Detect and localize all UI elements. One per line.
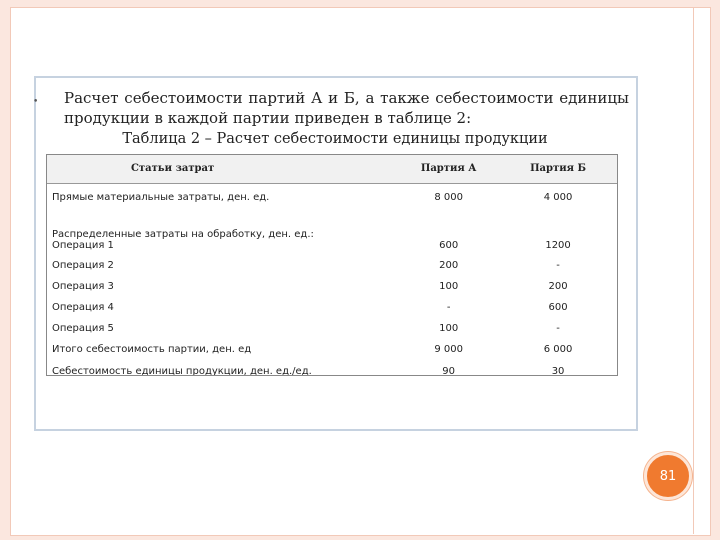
- row-value-b: 600: [548, 301, 568, 313]
- table-row: [46, 360, 618, 384]
- table-row: [46, 297, 618, 318]
- header-batch-b: Партия Б: [530, 162, 587, 174]
- row-value-a: -: [446, 301, 451, 313]
- row-value-b: -: [556, 322, 560, 334]
- row-value-a: 8 000: [434, 192, 463, 203]
- page-number-badge: 81: [644, 452, 692, 500]
- slide-right-strip: [693, 7, 710, 534]
- row-value-b: 200: [548, 280, 568, 292]
- row-label: [46, 212, 399, 255]
- row-value-a: 9 000: [434, 343, 463, 355]
- row-label: Прямые материальные затраты, ден. ед.: [52, 192, 270, 203]
- row-label: Операция 2: [52, 259, 114, 271]
- bullet-point: •: [33, 97, 39, 107]
- row-label-line2: Операция 1: [52, 239, 114, 251]
- table-caption: Таблица 2 – Расчет себестоимости единицы продукции: [122, 131, 548, 147]
- row-value-a: 200: [439, 259, 459, 271]
- row-label: Операция 5: [52, 322, 114, 334]
- row-value-a: 90: [442, 366, 456, 377]
- row-value-a: 600: [439, 239, 459, 251]
- intro-paragraph: Расчет себестоимости партий А и Б, а также себестоимости единицы продукции в каждой партии приведен в таблице 2:: [64, 89, 629, 127]
- row-value-b: 6 000: [543, 343, 573, 355]
- table-row: [46, 276, 618, 297]
- row-value-b: -: [556, 259, 560, 271]
- header-batch-a: Партия А: [420, 162, 477, 174]
- row-value-a: 100: [439, 280, 459, 292]
- table-row: [46, 183, 618, 212]
- table-row: [46, 339, 618, 360]
- table-row: [46, 212, 618, 255]
- header-cost-items: Статьи затрат: [130, 162, 215, 174]
- table-row: [46, 318, 618, 339]
- row-label: Операция 4: [52, 301, 114, 313]
- cost-table: [46, 154, 618, 384]
- row-value-b: 1200: [545, 239, 571, 251]
- row-value-a: 100: [439, 322, 459, 334]
- row-label: Итого себестоимость партии, ден. ед: [52, 343, 252, 355]
- row-value-b: 30: [551, 366, 565, 377]
- row-value-b: 4 000: [543, 192, 573, 203]
- table-header-row: [46, 154, 618, 183]
- row-label: Операция 3: [52, 280, 114, 292]
- row-label-line1: Распределенные затраты на обработку, ден. ед.:: [52, 228, 314, 240]
- table-row: [46, 255, 618, 276]
- row-label: Себестоимость единицы продукции, ден. ед./ед.: [52, 366, 312, 377]
